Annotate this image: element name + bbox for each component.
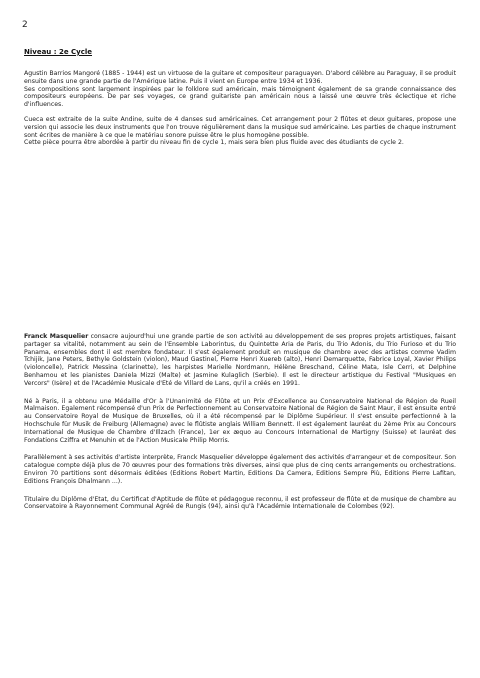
biography-paragraph: Titulaire du Diplôme d'Etat, du Certificat d'Aptitude de flûte et pédagogue reconnu, il est professeur de flûte et de musique de chambre au Conservatoire à Rayonnement Communal Agréé de Rungis (94), ainsi qu'à l'Académie Internationale de Colombes (92). — [24, 495, 456, 511]
biography-section — [24, 333, 456, 518]
work-notes-paragraph: Cette pièce pourra être abordée à partir du niveau fin de cycle 1, mais sera bien plus fluide avec des étudiants de cycle 2. — [24, 139, 404, 147]
work-notes-section — [24, 70, 456, 154]
page-number: 2 — [22, 20, 28, 30]
level-heading: Niveau : 2e Cycle — [24, 48, 93, 56]
biography-paragraph: Parallèlement à ses activités d'artiste interprète, Franck Masquelier développe également des activités d'arrangeur et de compositeur. Son catalogue compte déjà plus de 70 œuvres pour des formations très diverses, ainsi que plus de cinq cents arrangements ou orchestrations. Environ 70 partitions sont désormais éditées (Editions Robert Martin, Editions Da Camera, Editions Sempre Più, Editions Pierre Lafitan, Editions François Dhalmann ...). — [24, 454, 456, 485]
biography-name: Franck Masquelier — [24, 333, 89, 340]
biography-intro-text: consacre aujourd'hui une grande partie de son activité au développement de ses propres projets artistiques, faisant partager sa vitalité, notamment au sein de l'Ensemble Laborintus, du Quintette Aria de Paris, du Trio Adonis, du Trio Furioso et du Trio Panama, ensembles dont il est membre fondateur. Il s'est également produit en musique de chambre avec des artistes comme Vadim Tchijik, Jane Peters, Bethyle Goldstein (violon), Maud Gastinel, Pierre Henri Xuereb (alto), Henri Demarquette, Fabrice Loyal, Xavier Philips (violoncelle), Patrick Messina (clarinette), les harpistes Marielle Nordmann, Hélène Breschand, Céline Mata, Isle Cerri, et Delphine Benhamou et les pianistes Daniela Mizzi (Malte) et Jasmine Kulaglich (Serbie). Il est le directeur artistique du Festival "Musiques en Vercors" (Isère) et de l'Académie Musicale d'Eté de Villard de Lans, qu'il a créés en 1991. — [24, 333, 456, 387]
biography-intro-paragraph — [24, 333, 456, 388]
work-notes-paragraph: Cueca est extraite de la suite Andine, suite de 4 danses sud américaines. Cet arrangement pour 2 flûtes et deux guitares, propose une version qui associe les deux instruments que l'on trouve régulièrement dans la musique sud américaine. Les parties de chaque instrument sont écrites de manière à ce que le matériau sonore puisse être le plus homogène possible. — [24, 115, 456, 139]
work-notes-paragraph: Ses compositions sont largement inspirées par le folklore sud américain, mais témoignent également de sa grande connaissance des compositeurs européens. De par ses voyages, ce grand guitariste pan américain nous a laissé une œuvre très éclectique et riche d'influences. — [24, 85, 456, 109]
work-notes-paragraph: Agustin Barrios Mangoré (1885 - 1944) est un virtuose de la guitare et compositeur paraguayen. D'abord célèbre au Paraguay, il se produit ensuite dans une grande partie de l'Amérique latine. Puis il vient en Europe entre 1934 et 1936. — [24, 70, 456, 85]
biography-paragraph: Né à Paris, il a obtenu une Médaille d'Or à l'Unanimité de Flûte et un Prix d'Excellence au Conservatoire National de Région de Rueil Malmaison. Egalement récompensé d'un Prix de Perfectionnement au Conservatoire National de Région de Saint Maur, il est ensuite entré au Conservatoire Royal de Musique de Bruxelles, où il a été récompensé par le Diplôme Supérieur. Il s'est ensuite perfectionné à la Hochschule für Musik de Freiburg (Allemagne) avec le flûtiste anglais William Bennett. Il est également lauréat du 2ème Prix au Concours International de Musique de Chambre d'Illzach (France), 1er ex æquo au Concours International de Martigny (Suisse) et lauréat des Fondations Cziffra et Menuhin et de l'Action Musicale Philip Morris. — [24, 397, 456, 444]
